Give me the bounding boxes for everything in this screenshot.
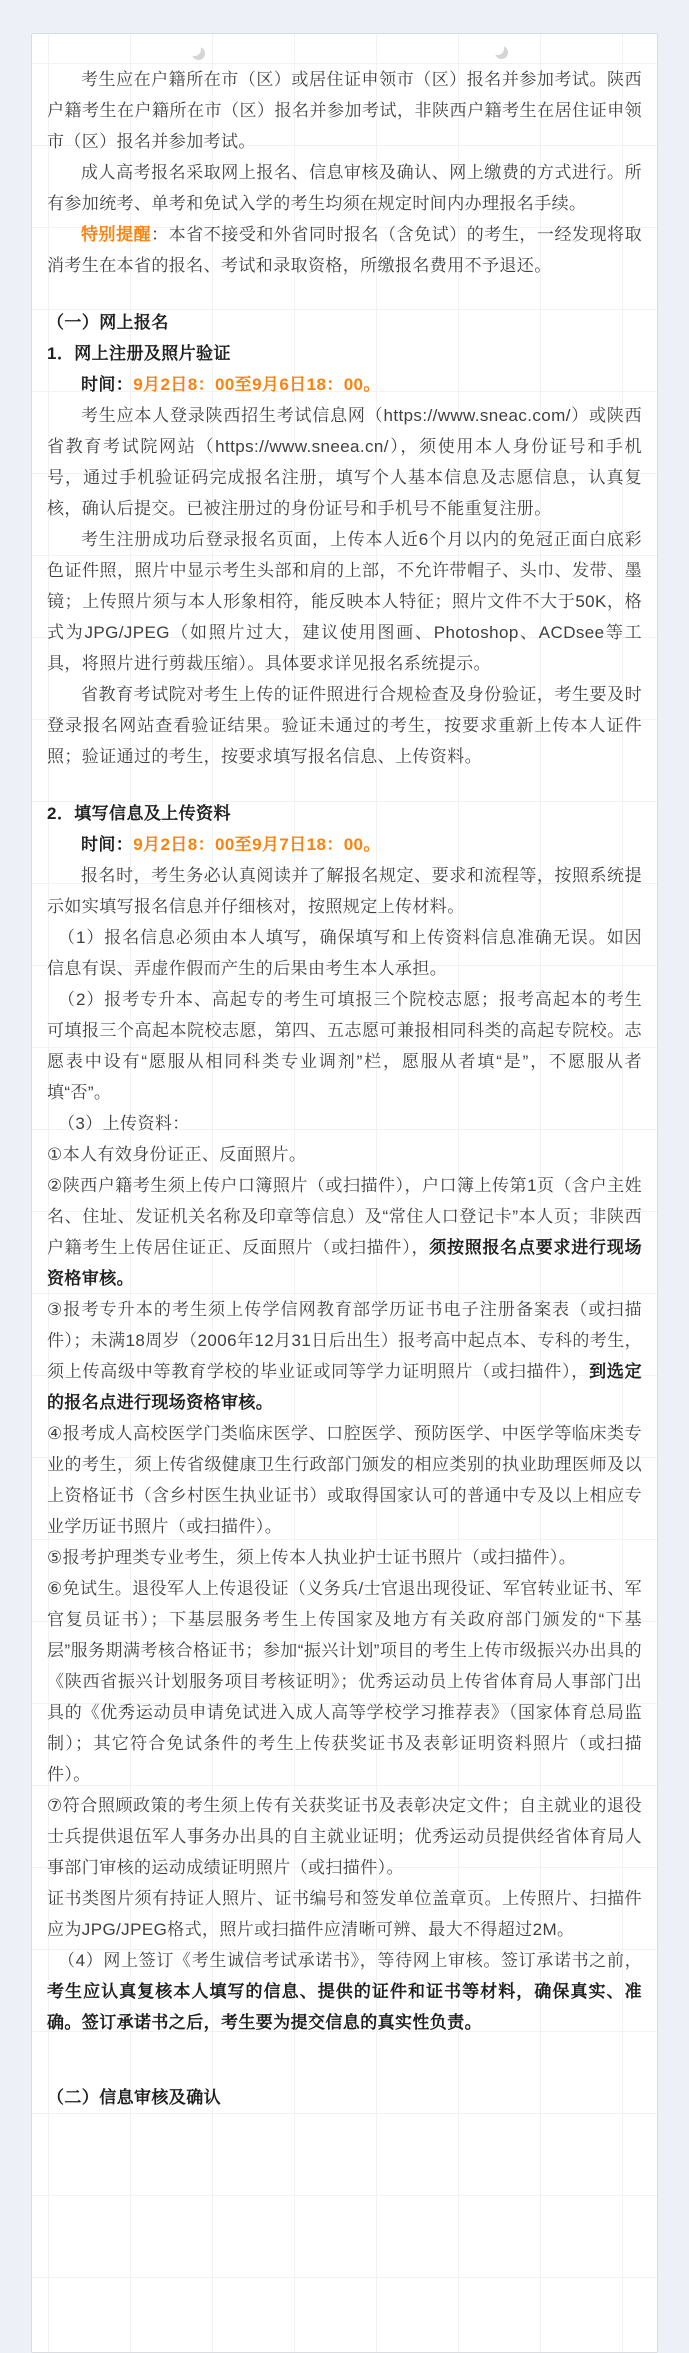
text-segment: 到选定的报名点进行现场资格审核。: [47, 1362, 642, 1412]
paragraph: [47, 1542, 642, 1573]
paragraph: [47, 1170, 642, 1294]
text-segment: （1）报名信息必须由本人填写，确保填写和上传资料信息准确无误。如因信息有误、弄虚作假而产生的后果由考生本人承担。: [47, 928, 642, 978]
paragraph: [47, 984, 642, 1108]
paragraph: [47, 829, 642, 860]
paragraph: [47, 1945, 642, 2038]
text-segment: 证书类图片须有持证人照片、证书编号和签发单位盖章页。上传照片、扫描件应为JPG/JPEG格式，照片或扫描件应清晰可辨、最大不得超过2M。: [47, 1889, 642, 1939]
section-heading: [47, 2082, 642, 2113]
paragraph: [47, 1883, 642, 1945]
text-segment: （2）报考专升本、高起专的考生可填报三个院校志愿；报考高起本的考生可填报三个高起本院校志愿，第四、五志愿可兼报相同科类的高起专院校。志愿表中设有“愿服从相同科类专业调剂”栏，愿服从者填“是”，不愿服从者填“否”。: [47, 990, 642, 1102]
text-segment: （一）网上报名: [47, 313, 169, 332]
text-segment: 9月2日8：00至9月6日18：00。: [133, 375, 381, 394]
paragraph: [47, 679, 642, 772]
text-segment: （二）信息审核及确认: [47, 2088, 221, 2107]
paragraph: [47, 400, 642, 524]
text-segment: 1．网上注册及照片验证: [47, 344, 231, 363]
paragraph: [47, 219, 642, 281]
text-segment: 考生注册成功后登录报名页面，上传本人近6个月以内的免冠正面白底彩色证件照，照片中显示考生头部和肩的上部，不允许带帽子、头巾、发带、墨镜；上传照片须与本人形象相符，能反映本人特征；照片文件不大于50K，格式为JPG/JPEG（如照片过大，建议使用图画、Photoshop、ACDsee等工具，将照片进行剪裁压缩）。具体要求详见报名系统提示。: [47, 530, 642, 673]
text-segment: ④报考成人高校医学门类临床医学、口腔医学、预防医学、中医学等临床类专业的考生，须上传省级健康卫生行政部门颁发的相应类别的执业助理医师及以上资格证书（含乡村医生执业证书）或取得国家认可的普通中专及以上相应专业学历证书照片（或扫描件）。: [47, 1424, 642, 1536]
article-body: [47, 64, 642, 2113]
paragraph: [47, 922, 642, 984]
paragraph: [47, 1139, 642, 1170]
paragraph: [47, 1790, 642, 1883]
text-segment: （4）网上签订《考生诚信考试承诺书》，等待网上审核。签订承诺书之前，: [58, 1951, 642, 1970]
crescent-decoration-icon: [192, 47, 205, 60]
paragraph: [47, 860, 642, 922]
text-segment: 成人高考报名采取网上报名、信息审核及确认、网上缴费的方式进行。所有参加统考、单考和免试入学的考生均须在规定时间内办理报名手续。: [47, 163, 642, 213]
paragraph: [47, 1573, 642, 1790]
paragraph: [47, 64, 642, 157]
text-segment: 考生应本人登录陕西招生考试信息网（https://www.sneac.com/）或陕西省教育考试院网站（https://www.sneea.cn/），须使用本人身份证号和手机号，通过手机验证码完成报名注册，填写个人基本信息及志愿信息，认真复核，确认后提交。已被注册过的身份证号和手机号不能重复注册。: [47, 406, 642, 518]
text-segment: ③报考专升本的考生须上传学信网教育部学历证书电子注册备案表（或扫描件）；未满18周岁（2006年12月31日后出生）报考高中起点本、专科的考生，须上传高级中等教育学校的毕业证或同等学力证明照片（或扫描件），: [47, 1300, 642, 1381]
section-heading: [47, 307, 642, 338]
text-segment: ②陕西户籍考生须上传户口簿照片（或扫描件），户口簿上传第1页（含户主姓名、住址、发证机关名称及印章等信息）及“常住人口登记卡”本人页；非陕西户籍考生上传居住证正、反面照片（或扫描件），: [47, 1176, 642, 1257]
text-segment: ⑥免试生。退役军人上传退役证（义务兵/士官退出现役证、军官转业证书、军官复员证书）；下基层服务考生上传国家及地方有关政府部门颁发的“下基层”服务期满考核合格证书；参加“振兴计划”项目的考生上传市级振兴办出具的《陕西省振兴计划服务项目考核证明》；优秀运动员上传省体育局人事部门出具的《优秀运动员申请免试进入成人高等学校学习推荐表》（国家体育总局监制）；其它符合免试条件的考生上传获奖证书及表彰证明资料照片（或扫描件）。: [47, 1579, 642, 1784]
text-segment: 考生应认真复核本人填写的信息、提供的证件和证书等材料，确保真实、准确。签订承诺书之后，考生要为提交信息的真实性负责。: [47, 1982, 642, 2032]
crescent-decoration-icon: [495, 46, 508, 59]
text-segment: ①本人有效身份证正、反面照片。: [47, 1145, 307, 1164]
text-segment: ：本省不接受和外省同时报名（含免试）的考生，一经发现将取消考生在本省的报名、考试和录取资格，所缴报名费用不予退还。: [47, 225, 642, 275]
text-segment: ⑦符合照顾政策的考生须上传有关获奖证书及表彰决定文件；自主就业的退役士兵提供退伍军人事务办出具的自主就业证明；优秀运动员提供经省体育局人事部门审核的运动成绩证明照片（或扫描件）。: [47, 1796, 642, 1877]
text-segment: 报名时，考生务必认真阅读并了解报名规定、要求和流程等，按照系统提示如实填写报名信息并仔细核对，按照规定上传材料。: [47, 866, 642, 916]
text-segment: 特别提醒: [81, 225, 152, 244]
text-segment: ⑤报考护理类专业考生，须上传本人执业护士证书照片（或扫描件）。: [47, 1548, 577, 1567]
text-segment: 9月2日8：00至9月7日18：00。: [133, 835, 381, 854]
section-heading: [47, 338, 642, 369]
text-segment: 时间：: [81, 375, 134, 394]
paragraph: [47, 1418, 642, 1542]
article-card: [31, 33, 658, 2353]
text-segment: 2．填写信息及上传资料: [47, 804, 231, 823]
text-segment: 时间：: [81, 835, 134, 854]
paragraph: [47, 157, 642, 219]
paragraph: [47, 369, 642, 400]
text-segment: 省教育考试院对考生上传的证件照进行合规检查及身份验证，考生要及时登录报名网站查看验证结果。验证未通过的考生，按要求重新上传本人证件照；验证通过的考生，按要求填写报名信息、上传资料。: [47, 685, 642, 766]
paragraph: [47, 1294, 642, 1418]
text-segment: 须按照报名点要求进行现场资格审核。: [47, 1238, 642, 1288]
paragraph: [47, 524, 642, 679]
section-heading: [47, 798, 642, 829]
paragraph: [47, 1108, 642, 1139]
text-segment: 考生应在户籍所在市（区）或居住证申领市（区）报名并参加考试。陕西户籍考生在户籍所在市（区）报名并参加考试，非陕西户籍考生在居住证申领市（区）报名并参加考试。: [47, 70, 642, 151]
text-segment: （3）上传资料：: [58, 1114, 190, 1133]
